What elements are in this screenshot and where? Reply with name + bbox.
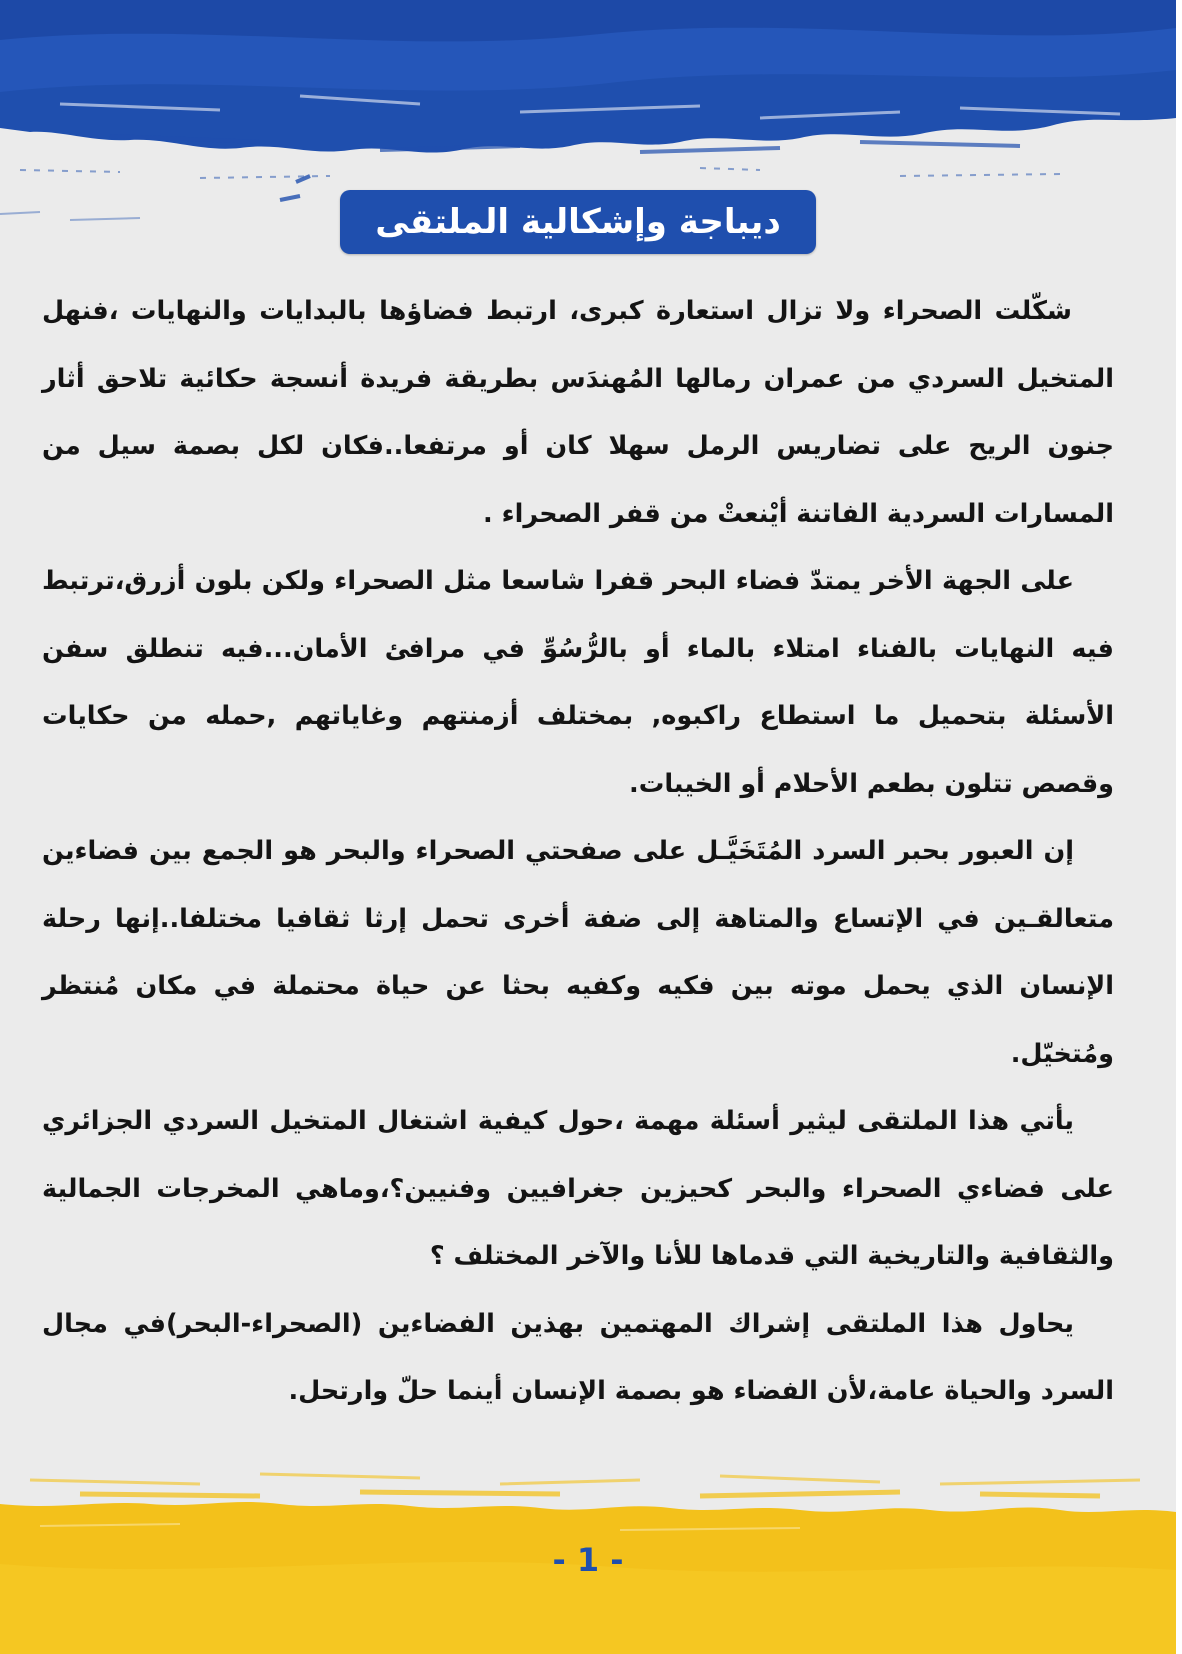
page-number: - 1 -	[552, 1541, 624, 1579]
page-title: ديباجة وإشكالية الملتقى	[375, 202, 781, 242]
body-text	[42, 278, 1114, 1426]
page-edge	[1176, 0, 1182, 1654]
title-banner	[340, 190, 816, 254]
paragraph-5: يحاول هذا الملتقى إشراك المهتمين بهذين الفضاءين (الصحراء-البحر)في مجال السرد والحياة عامة،لأن الفضاء هو بصمة الإنسان أينما حلّ وارتحل.	[42, 1308, 1114, 1406]
paragraph-1: شكّلت الصحراء ولا تزال استعارة كبرى، ارتبط فضاؤها بالبدايات والنهايات ،فنهل المتخيل السردي من عمران رمالها المُهندَس بطريقة فريدة أنسجة حكائية تلاحق أثار جنون الريح على تضاريس الرمل سهلا كان أو مرتفعا..فكان لكل بصمة سيل من المسارات السردية الفاتنة أيْنعتْ من قفر الصحراء .	[42, 296, 1114, 529]
paragraph-2: على الجهة الأخر يمتدّ فضاء البحر قفرا شاسعا مثل الصحراء ولكن بلون أزرق،ترتبط فيه النهايات بالفناء امتلاء بالماء أو بالرُّسُوِّ في مرافئ الأمان...فيه تنطلق سفن الأسئلة بتحميل ما استطاع راكبوه, بمختلف أزمنتهم وغاياتهم ,حمله من حكايات وقصص تتلون بطعم الأحلام أو الخيبات.	[42, 566, 1114, 799]
paragraph-3: إن العبور بحبر السرد المُتَخَيَّـل على صفحتي الصحراء والبحر هو الجمع بين فضاءين متعالقـين في الإتساع والمتاهة إلى ضفة أخرى تحمل إرثا ثقافيا مختلفا..إنها رحلة الإنسان الذي يحمل موته بين فكيه وكفيه بحثا عن حياة محتملة في مكان مُنتظر ومُتخيّل.	[42, 836, 1114, 1069]
paragraph-4: يأتي هذا الملتقى ليثير أسئلة مهمة ،حول كيفية اشتغال المتخيل السردي الجزائري على فضاءي الصحراء والبحر كحيزين جغرافيين وفنيين؟،وماهي المخرجات الجمالية والثقافية والتاريخية التي قدماها للأنا والآخر المختلف ؟	[42, 1106, 1114, 1271]
